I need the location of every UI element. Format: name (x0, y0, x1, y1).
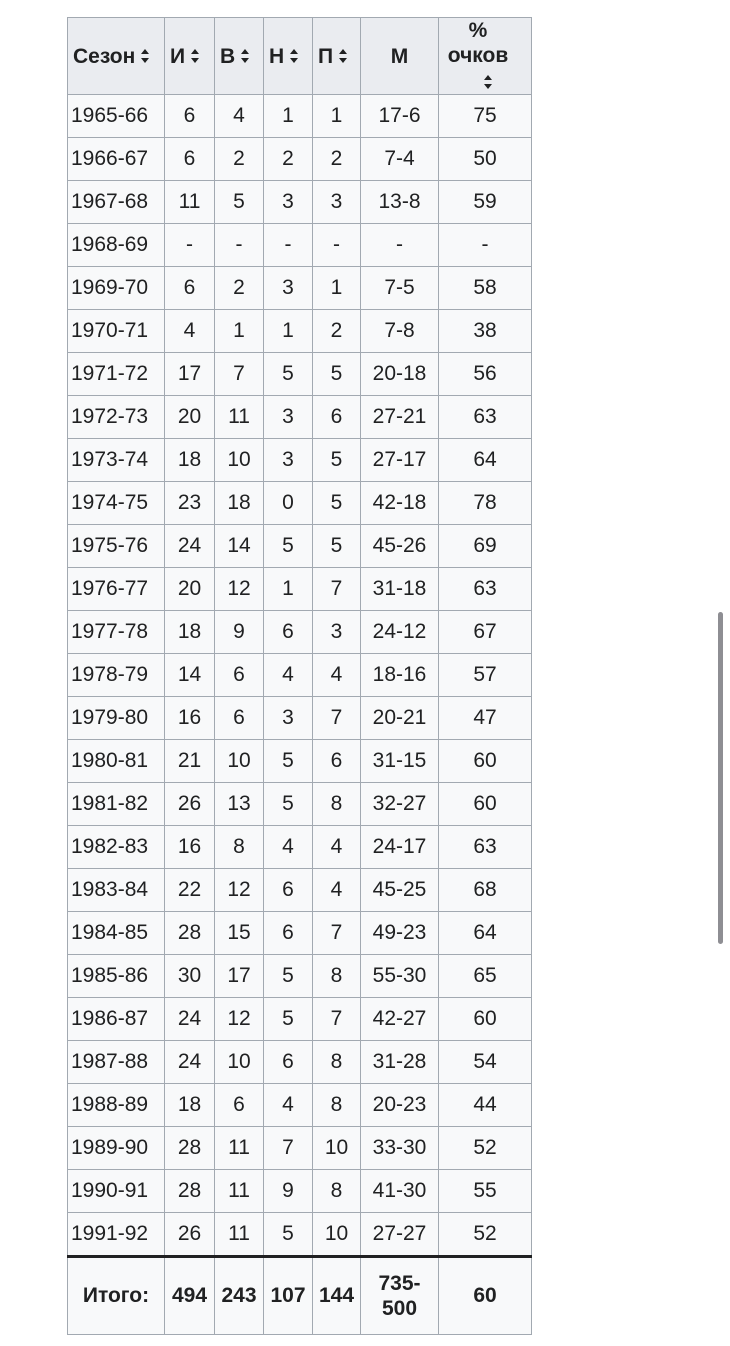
goals-cell: - (361, 224, 439, 267)
season-cell: 1974-75 (68, 482, 165, 525)
games-cell: 6 (165, 95, 215, 138)
draws-cell: 6 (264, 869, 313, 912)
games-cell: 28 (165, 1127, 215, 1170)
goals-cell: 27-17 (361, 439, 439, 482)
draws-cell: 7 (264, 1127, 313, 1170)
totals-draws: 107 (264, 1257, 313, 1335)
games-cell: 18 (165, 1084, 215, 1127)
wins-cell: 11 (215, 1170, 264, 1213)
goals-cell: 13-8 (361, 181, 439, 224)
points-pct-cell: 64 (439, 439, 532, 482)
losses-cell: 5 (313, 439, 361, 482)
table-row (68, 1170, 532, 1213)
draws-cell: 4 (264, 654, 313, 697)
column-header-points-pct[interactable] (439, 18, 532, 95)
points-pct-cell: 60 (439, 740, 532, 783)
games-cell: 24 (165, 1041, 215, 1084)
season-cell: 1973-74 (68, 439, 165, 482)
totals-losses: 144 (313, 1257, 361, 1335)
points-pct-cell: 52 (439, 1127, 532, 1170)
games-cell: 14 (165, 654, 215, 697)
goals-cell: 20-23 (361, 1084, 439, 1127)
wins-cell: 11 (215, 1213, 264, 1257)
table-row (68, 181, 532, 224)
goals-cell: 45-26 (361, 525, 439, 568)
goals-cell: 33-30 (361, 1127, 439, 1170)
games-cell: 16 (165, 826, 215, 869)
season-cell: 1985-86 (68, 955, 165, 998)
draws-cell: 0 (264, 482, 313, 525)
wins-cell: 11 (215, 396, 264, 439)
points-pct-cell: 63 (439, 826, 532, 869)
season-cell: 1982-83 (68, 826, 165, 869)
table-row (68, 998, 532, 1041)
column-header-losses[interactable] (313, 18, 361, 95)
table-row (68, 826, 532, 869)
column-header-season[interactable] (68, 18, 165, 95)
games-cell: 20 (165, 396, 215, 439)
games-cell: 20 (165, 568, 215, 611)
goals-cell: 20-21 (361, 697, 439, 740)
games-cell: 6 (165, 267, 215, 310)
goals-cell: 24-17 (361, 826, 439, 869)
losses-cell: 7 (313, 697, 361, 740)
season-cell: 1978-79 (68, 654, 165, 697)
wins-cell: 17 (215, 955, 264, 998)
wins-cell: 4 (215, 95, 264, 138)
draws-cell: 4 (264, 826, 313, 869)
goals-cell: 7-4 (361, 138, 439, 181)
points-pct-cell: 52 (439, 1213, 532, 1257)
goals-cell: 49-23 (361, 912, 439, 955)
draws-cell: 1 (264, 310, 313, 353)
sort-icon[interactable] (191, 49, 200, 63)
points-pct-cell: 60 (439, 783, 532, 826)
goals-cell: 31-18 (361, 568, 439, 611)
season-cell: 1977-78 (68, 611, 165, 654)
wins-cell: 9 (215, 611, 264, 654)
points-pct-cell: 55 (439, 1170, 532, 1213)
season-cell: 1965-66 (68, 95, 165, 138)
draws-cell: 4 (264, 1084, 313, 1127)
draws-cell: 5 (264, 525, 313, 568)
table-row (68, 267, 532, 310)
goals-cell: 55-30 (361, 955, 439, 998)
table-row (68, 654, 532, 697)
season-cell: 1970-71 (68, 310, 165, 353)
wins-cell: 5 (215, 181, 264, 224)
draws-cell: 5 (264, 998, 313, 1041)
table-row (68, 1084, 532, 1127)
points-pct-cell: 69 (439, 525, 532, 568)
goals-cell: 41-30 (361, 1170, 439, 1213)
sort-icon[interactable] (141, 49, 150, 63)
wins-cell: 14 (215, 525, 264, 568)
losses-cell: 1 (313, 267, 361, 310)
losses-cell: 8 (313, 1170, 361, 1213)
goals-cell: 17-6 (361, 95, 439, 138)
losses-cell: 4 (313, 826, 361, 869)
goals-cell: 27-27 (361, 1213, 439, 1257)
totals-wins: 243 (215, 1257, 264, 1335)
wins-cell: - (215, 224, 264, 267)
games-cell: 22 (165, 869, 215, 912)
totals-row (68, 1257, 532, 1335)
season-cell: 1988-89 (68, 1084, 165, 1127)
draws-cell: - (264, 224, 313, 267)
season-stats-table (67, 17, 532, 1335)
losses-cell: 5 (313, 482, 361, 525)
goals-cell: 7-5 (361, 267, 439, 310)
wins-cell: 6 (215, 654, 264, 697)
season-cell: 1979-80 (68, 697, 165, 740)
points-pct-cell: 47 (439, 697, 532, 740)
points-pct-cell: 54 (439, 1041, 532, 1084)
sort-icon[interactable] (241, 49, 250, 63)
table-body (68, 95, 532, 1257)
table-row (68, 869, 532, 912)
table-row (68, 568, 532, 611)
games-cell: 26 (165, 783, 215, 826)
season-cell: 1986-87 (68, 998, 165, 1041)
wins-cell: 10 (215, 439, 264, 482)
table-row (68, 224, 532, 267)
losses-cell: 8 (313, 955, 361, 998)
season-cell: 1975-76 (68, 525, 165, 568)
table-row (68, 1213, 532, 1257)
games-cell: 23 (165, 482, 215, 525)
goals-cell: 18-16 (361, 654, 439, 697)
draws-cell: 3 (264, 267, 313, 310)
points-pct-cell: 75 (439, 95, 532, 138)
points-pct-cell: 60 (439, 998, 532, 1041)
losses-cell: 2 (313, 138, 361, 181)
goals-cell: 24-12 (361, 611, 439, 654)
column-header-games[interactable] (165, 18, 215, 95)
column-header-label: М (390, 44, 409, 68)
losses-cell: 5 (313, 353, 361, 396)
goals-cell: 32-27 (361, 783, 439, 826)
games-cell: 21 (165, 740, 215, 783)
season-cell: 1969-70 (68, 267, 165, 310)
wins-cell: 7 (215, 353, 264, 396)
losses-cell: - (313, 224, 361, 267)
table-row (68, 783, 532, 826)
table-row (68, 955, 532, 998)
season-cell: 1983-84 (68, 869, 165, 912)
points-pct-cell: 59 (439, 181, 532, 224)
column-header-draws[interactable] (264, 18, 313, 95)
column-header-label: % очков (447, 19, 509, 68)
points-pct-cell: 58 (439, 267, 532, 310)
sort-icon[interactable] (290, 49, 299, 63)
season-cell: 1967-68 (68, 181, 165, 224)
draws-cell: 1 (264, 95, 313, 138)
column-header-label: И (170, 44, 186, 68)
goals-cell: 31-15 (361, 740, 439, 783)
draws-cell: 3 (264, 439, 313, 482)
wins-cell: 10 (215, 740, 264, 783)
goals-cell: 42-18 (361, 482, 439, 525)
points-pct-cell: 50 (439, 138, 532, 181)
wins-cell: 10 (215, 1041, 264, 1084)
table-row (68, 740, 532, 783)
losses-cell: 7 (313, 998, 361, 1041)
points-pct-cell: 78 (439, 482, 532, 525)
table-row (68, 611, 532, 654)
draws-cell: 5 (264, 783, 313, 826)
wins-cell: 12 (215, 568, 264, 611)
games-cell: 6 (165, 138, 215, 181)
draws-cell: 1 (264, 568, 313, 611)
scrollbar[interactable] (718, 612, 723, 944)
table-row (68, 138, 532, 181)
wins-cell: 13 (215, 783, 264, 826)
points-pct-cell: 56 (439, 353, 532, 396)
losses-cell: 6 (313, 740, 361, 783)
season-cell: 1971-72 (68, 353, 165, 396)
sort-icon[interactable] (484, 75, 493, 89)
losses-cell: 7 (313, 568, 361, 611)
totals-pct: 60 (439, 1257, 532, 1335)
goals-cell: 27-21 (361, 396, 439, 439)
column-header-goals (361, 18, 439, 95)
season-cell: 1980-81 (68, 740, 165, 783)
column-header-label: Н (269, 44, 285, 68)
points-pct-cell: 63 (439, 568, 532, 611)
column-header-label: Сезон (73, 44, 136, 68)
losses-cell: 7 (313, 912, 361, 955)
goals-cell: 45-25 (361, 869, 439, 912)
totals-label: Итого: (68, 1257, 165, 1335)
losses-cell: 3 (313, 611, 361, 654)
losses-cell: 4 (313, 869, 361, 912)
games-cell: 26 (165, 1213, 215, 1257)
losses-cell: 10 (313, 1127, 361, 1170)
table-row (68, 697, 532, 740)
draws-cell: 3 (264, 697, 313, 740)
table-row (68, 482, 532, 525)
wins-cell: 1 (215, 310, 264, 353)
losses-cell: 5 (313, 525, 361, 568)
draws-cell: 5 (264, 1213, 313, 1257)
losses-cell: 8 (313, 1041, 361, 1084)
losses-cell: 10 (313, 1213, 361, 1257)
games-cell: 11 (165, 181, 215, 224)
draws-cell: 5 (264, 955, 313, 998)
draws-cell: 5 (264, 353, 313, 396)
draws-cell: 6 (264, 611, 313, 654)
wins-cell: 11 (215, 1127, 264, 1170)
column-header-label: П (318, 44, 334, 68)
draws-cell: 3 (264, 396, 313, 439)
wins-cell: 2 (215, 267, 264, 310)
points-pct-cell: 38 (439, 310, 532, 353)
games-cell: 18 (165, 439, 215, 482)
table-row (68, 1127, 532, 1170)
table-row (68, 912, 532, 955)
wins-cell: 12 (215, 869, 264, 912)
season-cell: 1990-91 (68, 1170, 165, 1213)
draws-cell: 9 (264, 1170, 313, 1213)
column-header-wins[interactable] (215, 18, 264, 95)
points-pct-cell: 44 (439, 1084, 532, 1127)
table-row (68, 310, 532, 353)
wins-cell: 15 (215, 912, 264, 955)
games-cell: 18 (165, 611, 215, 654)
header-row (68, 18, 532, 95)
season-cell: 1981-82 (68, 783, 165, 826)
losses-cell: 2 (313, 310, 361, 353)
season-cell: 1987-88 (68, 1041, 165, 1084)
wins-cell: 6 (215, 697, 264, 740)
points-pct-cell: - (439, 224, 532, 267)
points-pct-cell: 67 (439, 611, 532, 654)
sort-icon[interactable] (339, 49, 348, 63)
season-cell: 1991-92 (68, 1213, 165, 1257)
wins-cell: 2 (215, 138, 264, 181)
games-cell: 17 (165, 353, 215, 396)
totals-goals: 735-500 (361, 1257, 439, 1335)
season-cell: 1968-69 (68, 224, 165, 267)
table-row (68, 525, 532, 568)
draws-cell: 5 (264, 740, 313, 783)
losses-cell: 6 (313, 396, 361, 439)
losses-cell: 4 (313, 654, 361, 697)
games-cell: 30 (165, 955, 215, 998)
table-row (68, 95, 532, 138)
games-cell: 4 (165, 310, 215, 353)
wins-cell: 18 (215, 482, 264, 525)
losses-cell: 1 (313, 95, 361, 138)
season-cell: 1972-73 (68, 396, 165, 439)
points-pct-cell: 65 (439, 955, 532, 998)
games-cell: 28 (165, 912, 215, 955)
draws-cell: 6 (264, 912, 313, 955)
losses-cell: 3 (313, 181, 361, 224)
goals-cell: 31-28 (361, 1041, 439, 1084)
table-row (68, 1041, 532, 1084)
goals-cell: 20-18 (361, 353, 439, 396)
points-pct-cell: 63 (439, 396, 532, 439)
table-row (68, 396, 532, 439)
points-pct-cell: 64 (439, 912, 532, 955)
draws-cell: 2 (264, 138, 313, 181)
goals-cell: 7-8 (361, 310, 439, 353)
goals-cell: 42-27 (361, 998, 439, 1041)
table-row (68, 439, 532, 482)
games-cell: 28 (165, 1170, 215, 1213)
losses-cell: 8 (313, 783, 361, 826)
games-cell: 24 (165, 998, 215, 1041)
draws-cell: 6 (264, 1041, 313, 1084)
games-cell: 16 (165, 697, 215, 740)
season-cell: 1984-85 (68, 912, 165, 955)
games-cell: 24 (165, 525, 215, 568)
season-cell: 1989-90 (68, 1127, 165, 1170)
points-pct-cell: 68 (439, 869, 532, 912)
wins-cell: 8 (215, 826, 264, 869)
season-cell: 1966-67 (68, 138, 165, 181)
draws-cell: 3 (264, 181, 313, 224)
column-header-label: В (220, 44, 236, 68)
losses-cell: 8 (313, 1084, 361, 1127)
season-cell: 1976-77 (68, 568, 165, 611)
table-row (68, 353, 532, 396)
points-pct-cell: 57 (439, 654, 532, 697)
wins-cell: 6 (215, 1084, 264, 1127)
wins-cell: 12 (215, 998, 264, 1041)
totals-games: 494 (165, 1257, 215, 1335)
games-cell: - (165, 224, 215, 267)
